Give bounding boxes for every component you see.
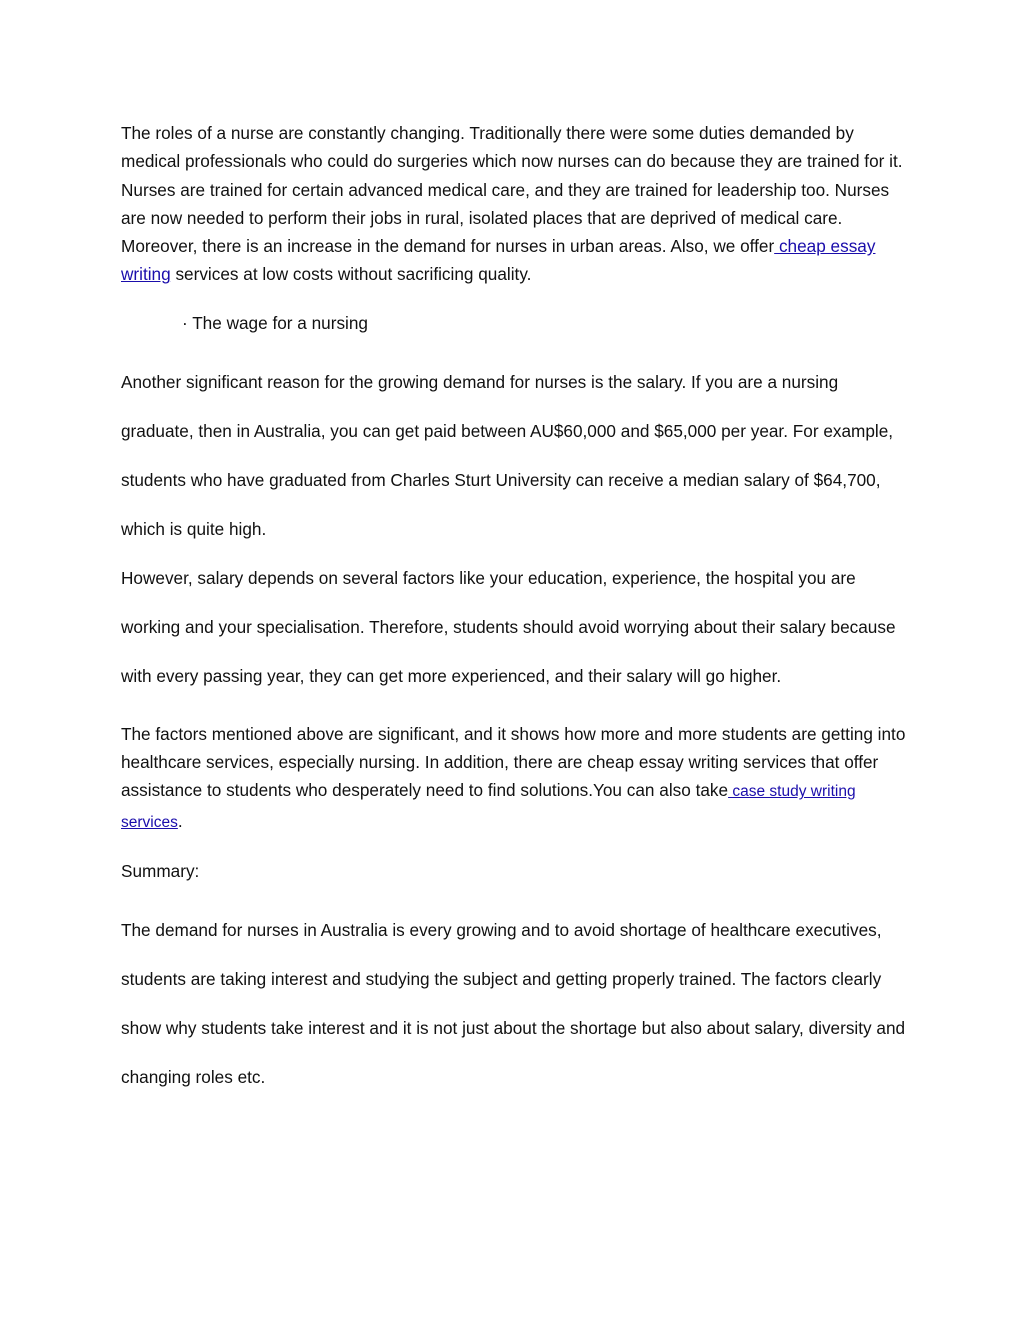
- bullet-wage-heading: · The wage for a nursing: [182, 312, 368, 333]
- cheap-essay-writing-link[interactable]: cheap essay writing: [121, 236, 876, 285]
- paragraph-summary: The demand for nurses in Australia is every growing and to avoid shortage of healthcare executives, students are taking interest and studying the subject and getting properly trained. The factors clearly show why students take interest and it is not just about the shortage but also about salary, diversity and changing roles etc.: [121, 919, 906, 1087]
- paragraph-salary-factors: However, salary depends on several factors like your education, experience, the hospital you are working and your specialisation. Therefore, students should avoid worrying about their salary because with every passing year, they can get more experienced, and their salary will go higher.: [121, 567, 896, 686]
- paragraph-text: .: [177, 810, 183, 831]
- paragraph-text: services at low costs without sacrificing quality.: [170, 264, 532, 285]
- paragraph-factors-summary: [121, 720, 911, 837]
- case-study-writing-services-link[interactable]: case study writing services: [121, 783, 856, 831]
- document-body: [121, 119, 911, 1102]
- paragraph-text: The factors mentioned above are significant, and it shows how more and more students are getting into healthcare services, especially nursing. In addition, there are cheap essay writing services that offer assistance to students who desperately need to find solutions.You can also take: [121, 723, 906, 801]
- paragraph-text: The roles of a nurse are constantly changing. Traditionally there were some duties demanded by medical professionals who could do surgeries which now nurses can do because they are trained for it. Nurses are trained for certain advanced medical care, and they are trained for leadership too. Nurses are now needed to perform their jobs in rural, isolated places that are deprived of medical care. Moreover, there is an increase in the demand for nurses in urban areas. Also, we offer: [121, 123, 903, 257]
- paragraph-nurse-roles: [121, 119, 911, 289]
- paragraph-salary: Another significant reason for the growing demand for nurses is the salary. If you are a nursing graduate, then in Australia, you can get paid between AU$60,000 and $65,000 per year. For example, students who have graduated from Charles Sturt University can receive a median salary of $64,700, which is quite high.: [121, 371, 894, 539]
- summary-label: Summary:: [121, 860, 200, 881]
